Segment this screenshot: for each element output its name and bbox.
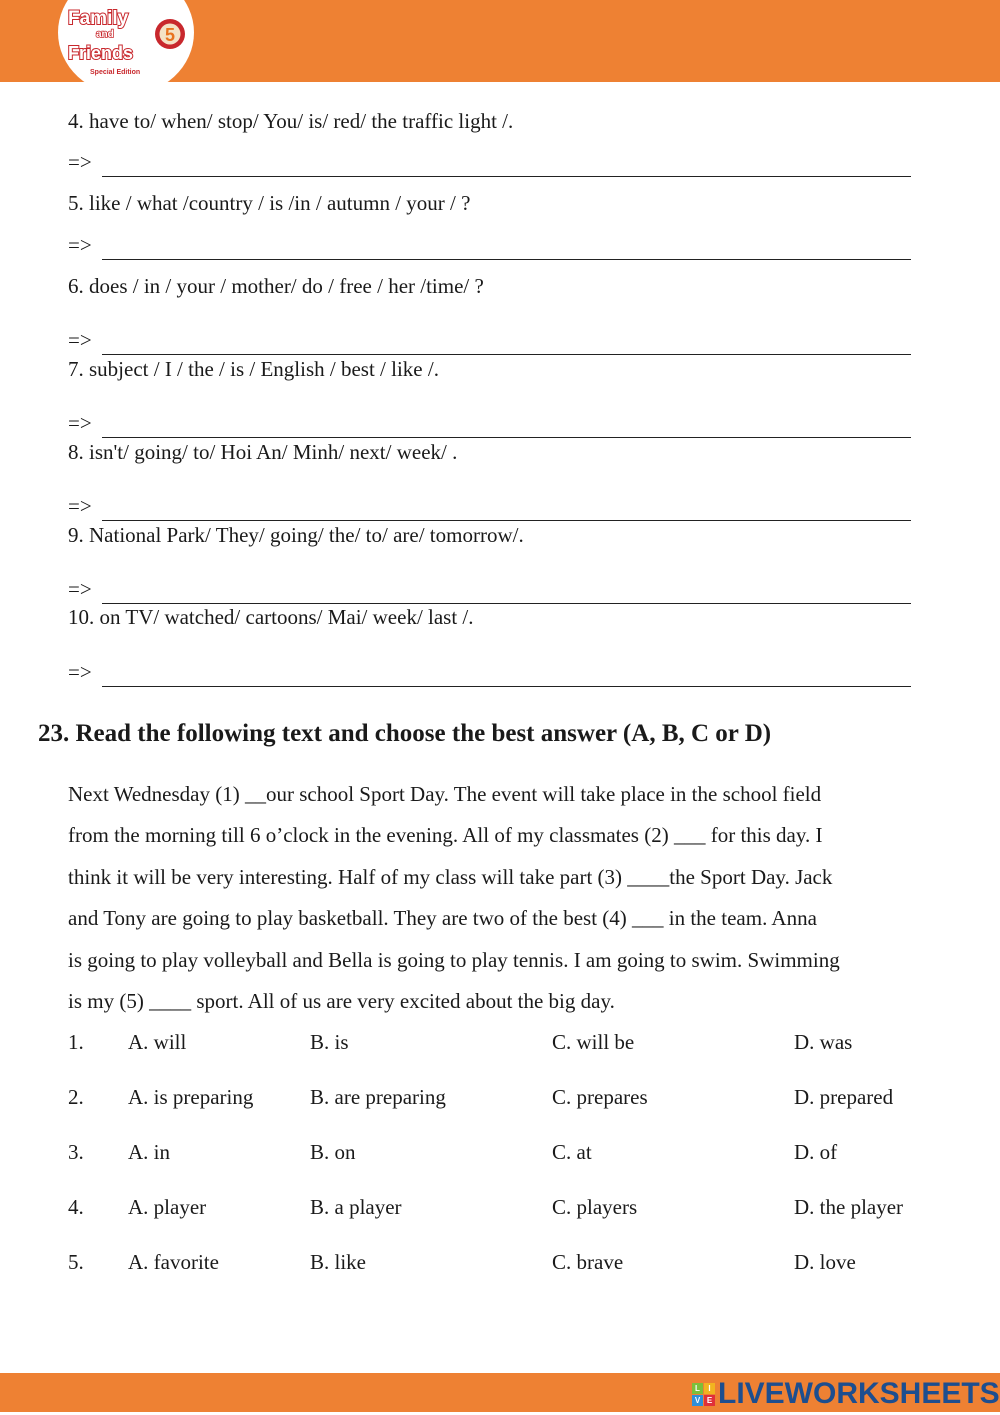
answer-blank[interactable] [102,520,911,521]
answer-blank[interactable] [102,603,911,604]
question-prompt: 4. have to/ when/ stop/ You/ is/ red/ the traffic light /. [68,109,514,133]
answer-arrow: => [68,411,92,435]
option-a[interactable]: A. will [128,1030,187,1054]
answer-blank[interactable] [102,176,911,177]
question-prompt: 10. on TV/ watched/ cartoons/ Mai/ week/ last /. [68,605,474,629]
option-d[interactable]: D. was [794,1030,853,1054]
answer-blank[interactable] [102,686,911,687]
answer-line[interactable] [68,662,911,683]
option-b[interactable]: B. a player [310,1195,402,1219]
option-a[interactable]: A. player [128,1195,207,1219]
option-b[interactable]: B. like [310,1250,366,1274]
svg-text:and: and [96,29,114,40]
option-b[interactable]: B. is [310,1030,349,1054]
answer-blank[interactable] [102,354,911,355]
passage-line: is going to play volleyball and Bella is going to play tennis. I am going to swim. Swimming [68,947,840,972]
option-c[interactable]: C. at [552,1140,592,1164]
answer-arrow: => [68,494,92,518]
option-d[interactable]: D. love [794,1250,856,1274]
answer-line[interactable] [68,152,911,173]
family-and-friends-logo-icon [66,4,190,78]
question-prompt: 7. subject / I / the / is / English / best / like /. [68,357,439,381]
svg-text:Friends: Friends [68,43,134,63]
question-prompt: 8. isn't/ going/ to/ Hoi An/ Minh/ next/ week/ . [68,440,458,464]
answer-line[interactable] [68,579,911,600]
header-band [0,0,1000,82]
option-d[interactable]: D. prepared [794,1085,894,1109]
answer-arrow: => [68,150,92,174]
passage-line: from the morning till 6 o’clock in the evening. All of my classmates (2) ___ for this day. I [68,823,823,848]
question-number: 5. [68,1250,84,1274]
option-b[interactable]: B. on [310,1140,356,1164]
exercise-23-heading: 23. Read the following text and choose the best answer (A, B, C or D) [38,720,772,747]
svg-text:Special Edition: Special Edition [90,69,141,76]
passage-line: Next Wednesday (1) __our school Sport Day. The event will take place in the school field [68,782,822,806]
question-prompt: 5. like / what /country / is /in / autumn / your / ? [68,191,471,215]
brand-text: LIVEWORKSHEETS [718,1377,1000,1410]
liveworksheets-logo [692,1377,1000,1411]
option-c[interactable]: C. will be [552,1030,635,1054]
passage-line: and Tony are going to play basketball. They are two of the best (4) ___ in the team. Anna [68,906,817,931]
question-prompt: 6. does / in / your / mother/ do / free / her /time/ ? [68,274,484,298]
option-d[interactable]: D. the player [794,1195,904,1219]
answer-line[interactable] [68,330,911,351]
option-a[interactable]: A. in [128,1140,170,1164]
option-b[interactable]: B. are preparing [310,1085,446,1109]
answer-line[interactable] [68,496,911,517]
answer-blank[interactable] [102,437,911,438]
answer-blank[interactable] [102,259,911,260]
answer-arrow: => [68,577,92,601]
answer-arrow: => [68,660,92,684]
passage-line: think it will be very interesting. Half of my class will take part (3) ____the Sport Day. Jack [68,864,833,889]
question-number: 3. [68,1140,84,1164]
option-a[interactable]: A. is preparing [128,1085,254,1109]
question-prompt: 9. National Park/ They/ going/ the/ to/ are/ tomorrow/. [68,523,524,547]
question-number: 1. [68,1030,84,1054]
passage-line: is my (5) ____ sport. All of us are very excited about the big day. [68,989,615,1013]
svg-text:5: 5 [164,25,176,45]
answer-line[interactable] [68,235,911,256]
answer-arrow: => [68,328,92,352]
option-c[interactable]: C. prepares [552,1085,648,1109]
svg-text:Family: Family [68,8,129,29]
answer-arrow: => [68,233,92,257]
answer-line[interactable] [68,413,911,434]
live-badge-icon: L I V E [692,1383,715,1406]
option-a[interactable]: A. favorite [128,1250,219,1274]
option-d[interactable]: D. of [794,1140,838,1164]
question-number: 4. [68,1195,84,1219]
option-c[interactable]: C. players [552,1195,638,1219]
option-c[interactable]: C. brave [552,1250,624,1274]
question-number: 2. [68,1085,84,1109]
